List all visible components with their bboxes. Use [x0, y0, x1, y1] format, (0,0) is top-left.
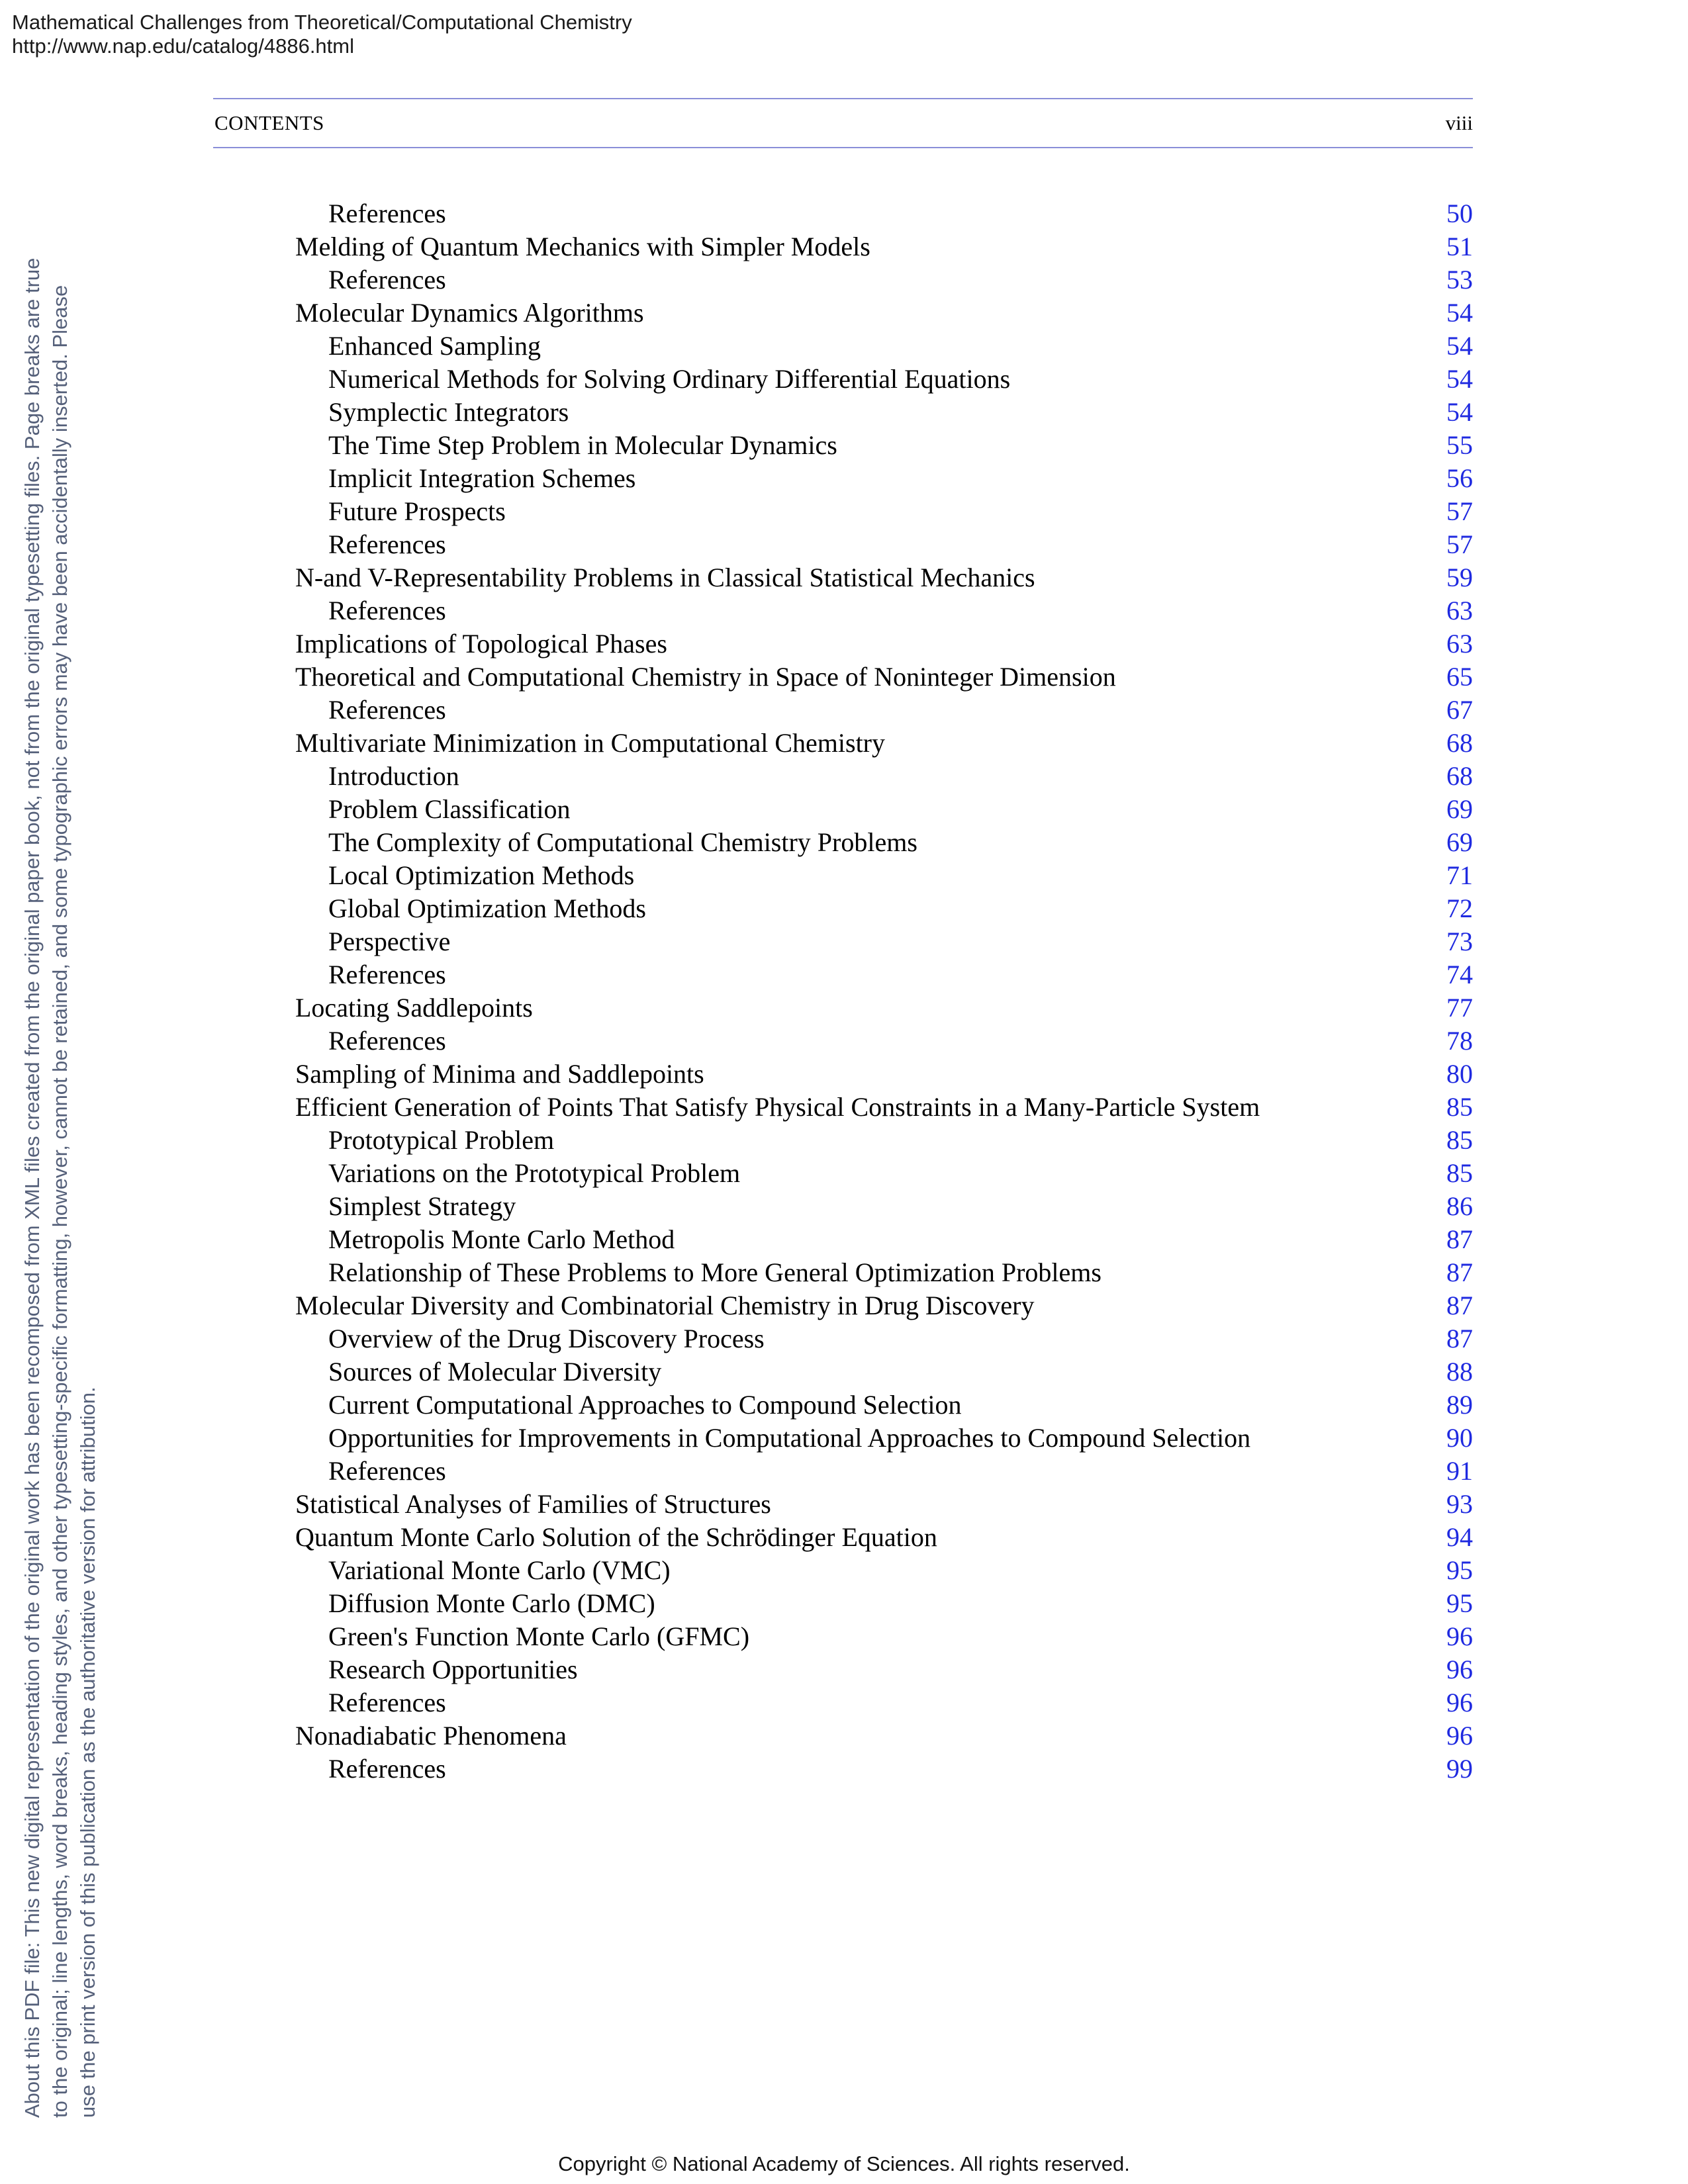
- toc-entry-title: Introduction: [328, 761, 459, 791]
- toc-page-link[interactable]: 54: [1446, 364, 1473, 394]
- toc-entry-title: Symplectic Integrators: [328, 397, 569, 427]
- toc-entry-title: Variational Monte Carlo (VMC): [328, 1555, 671, 1585]
- toc-entry-title: Sources of Molecular Diversity: [328, 1357, 662, 1387]
- toc-entry-title: Problem Classification: [328, 794, 571, 824]
- toc-subentry[interactable]: [295, 495, 1473, 528]
- toc-subentry[interactable]: [295, 396, 1473, 429]
- toc-entry-title: Melding of Quantum Mechanics with Simpler Models: [295, 232, 870, 261]
- toc-page-link[interactable]: 55: [1446, 430, 1473, 460]
- running-head-title: CONTENTS: [214, 111, 324, 134]
- toc-entry-title: Local Optimization Methods: [328, 860, 635, 890]
- toc-subentry[interactable]: [295, 859, 1473, 892]
- running-head-bottom-rule: [213, 147, 1473, 148]
- toc-page-link[interactable]: 69: [1446, 794, 1473, 824]
- toc-subentry[interactable]: [295, 1223, 1473, 1256]
- toc-page-link[interactable]: 86: [1446, 1191, 1473, 1221]
- toc-page-link[interactable]: 73: [1446, 927, 1473, 956]
- toc-entry[interactable]: [295, 1289, 1473, 1322]
- toc-subentry[interactable]: [295, 1455, 1473, 1488]
- toc-page-link[interactable]: 54: [1446, 397, 1473, 427]
- toc-entry-title: Statistical Analyses of Families of Structures: [295, 1489, 771, 1519]
- toc-page-link[interactable]: 53: [1446, 265, 1473, 295]
- toc-subentry[interactable]: [295, 528, 1473, 561]
- toc-subentry[interactable]: [295, 429, 1473, 462]
- toc-subentry[interactable]: [295, 1190, 1473, 1223]
- toc-entry[interactable]: [295, 991, 1473, 1024]
- toc-page-link[interactable]: 54: [1446, 331, 1473, 361]
- toc-entry[interactable]: [295, 1091, 1473, 1124]
- toc-page-link[interactable]: 95: [1446, 1555, 1473, 1585]
- toc-subentry[interactable]: [295, 1355, 1473, 1388]
- toc-subentry[interactable]: [295, 1554, 1473, 1587]
- toc-subentry[interactable]: [295, 363, 1473, 396]
- toc-page-link[interactable]: 69: [1446, 827, 1473, 857]
- pdf-notice-line: to the original; line lengths, word breaks, heading styles, and other typesetting-specific formatting, however, cannot be retained, and some typographic errors may have been accidentally inserted. Please: [48, 285, 71, 2118]
- toc-entry-title: References: [328, 199, 446, 228]
- toc-entry-title: References: [328, 1688, 446, 1717]
- table-of-contents: [295, 197, 1473, 1786]
- toc-subentry[interactable]: [295, 1124, 1473, 1157]
- toc-page-link[interactable]: 80: [1446, 1059, 1473, 1089]
- toc-entry-title: Overview of the Drug Discovery Process: [328, 1324, 765, 1353]
- toc-entry-title: Opportunities for Improvements in Computational Approaches to Compound Selection: [328, 1423, 1251, 1453]
- toc-entry-title: References: [328, 1026, 446, 1056]
- toc-page-link[interactable]: 57: [1446, 496, 1473, 526]
- toc-entry-title: Perspective: [328, 927, 451, 956]
- toc-page-link[interactable]: 96: [1446, 1721, 1473, 1751]
- toc-page-link[interactable]: 85: [1446, 1092, 1473, 1122]
- toc-page-link[interactable]: 63: [1446, 629, 1473, 659]
- toc-entry-title: Global Optimization Methods: [328, 893, 646, 923]
- toc-page-link[interactable]: 89: [1446, 1390, 1473, 1420]
- toc-page-link[interactable]: 51: [1446, 232, 1473, 261]
- toc-entry-title: Multivariate Minimization in Computational Chemistry: [295, 728, 885, 758]
- toc-page-link[interactable]: 93: [1446, 1489, 1473, 1519]
- pdf-header: [12, 11, 632, 58]
- toc-page-link[interactable]: 72: [1446, 893, 1473, 923]
- toc-page-link[interactable]: 87: [1446, 1291, 1473, 1320]
- toc-entry-title: Variations on the Prototypical Problem: [328, 1158, 741, 1188]
- toc-entry-title: References: [328, 960, 446, 989]
- toc-entry-title: Research Opportunities: [328, 1655, 578, 1684]
- toc-page-link[interactable]: 94: [1446, 1522, 1473, 1552]
- toc-entry-title: N-and V-Representability Problems in Classical Statistical Mechanics: [295, 563, 1035, 592]
- toc-entry-title: Metropolis Monte Carlo Method: [328, 1224, 675, 1254]
- toc-page-link[interactable]: 96: [1446, 1621, 1473, 1651]
- toc-entry-title: Diffusion Monte Carlo (DMC): [328, 1588, 655, 1618]
- toc-entry-title: Green's Function Monte Carlo (GFMC): [328, 1621, 750, 1651]
- toc-subentry[interactable]: [295, 1322, 1473, 1355]
- toc-subentry[interactable]: [295, 1653, 1473, 1686]
- toc-subentry[interactable]: [295, 1686, 1473, 1719]
- toc-page-link[interactable]: 87: [1446, 1324, 1473, 1353]
- toc-entry-title: Prototypical Problem: [328, 1125, 555, 1155]
- toc-subentry[interactable]: [295, 1752, 1473, 1786]
- toc-entry-title: Quantum Monte Carlo Solution of the Schrödinger Equation: [295, 1522, 937, 1552]
- toc-entry-title: Molecular Diversity and Combinatorial Chemistry in Drug Discovery: [295, 1291, 1035, 1320]
- toc-entry-title: Enhanced Sampling: [328, 331, 541, 361]
- running-head-top-rule: [213, 98, 1473, 99]
- toc-page-link[interactable]: 63: [1446, 596, 1473, 625]
- toc-entry[interactable]: [295, 1719, 1473, 1752]
- toc-subentry[interactable]: [295, 462, 1473, 495]
- pdf-notice-line: use the print version of this publication as the authoritative version for attribution.: [76, 1387, 99, 2118]
- toc-page-link[interactable]: 96: [1446, 1655, 1473, 1684]
- book-title: Mathematical Challenges from Theoretical/Computational Chemistry: [12, 11, 632, 34]
- toc-subentry[interactable]: [295, 826, 1473, 859]
- toc-entry[interactable]: [295, 660, 1473, 694]
- toc-entry[interactable]: [295, 230, 1473, 263]
- toc-subentry[interactable]: [295, 330, 1473, 363]
- toc-subentry[interactable]: [295, 1024, 1473, 1058]
- toc-subentry[interactable]: [295, 925, 1473, 958]
- toc-page-link[interactable]: 78: [1446, 1026, 1473, 1056]
- toc-page-link[interactable]: 71: [1446, 860, 1473, 890]
- toc-subentry[interactable]: [295, 1587, 1473, 1620]
- toc-page-link[interactable]: 85: [1446, 1158, 1473, 1188]
- toc-page-link[interactable]: 85: [1446, 1125, 1473, 1155]
- toc-page-link[interactable]: 87: [1446, 1257, 1473, 1287]
- toc-page-link[interactable]: 68: [1446, 728, 1473, 758]
- toc-entry-title: References: [328, 596, 446, 625]
- toc-subentry[interactable]: [295, 958, 1473, 991]
- toc-entry-title: Future Prospects: [328, 496, 506, 526]
- copyright-footer: Copyright © National Academy of Sciences. All rights reserved.: [558, 2152, 1130, 2175]
- toc-entry-title: Numerical Methods for Solving Ordinary Differential Equations: [328, 364, 1011, 394]
- toc-entry-title: Relationship of These Problems to More General Optimization Problems: [328, 1257, 1102, 1287]
- toc-subentry[interactable]: [295, 1157, 1473, 1190]
- toc-entry-title: Simplest Strategy: [328, 1191, 516, 1221]
- toc-entry-title: Implications of Topological Phases: [295, 629, 667, 659]
- pdf-notice-line: About this PDF file: This new digital representation of the original work has been recomposed from XML files created from the original paper book, not from the original typesetting files. Page breaks are true: [21, 257, 44, 2118]
- toc-entry-title: Sampling of Minima and Saddlepoints: [295, 1059, 704, 1089]
- toc-entry-title: References: [328, 529, 446, 559]
- toc-subentry[interactable]: [295, 1388, 1473, 1422]
- running-head-page-number: viii: [1445, 111, 1473, 134]
- toc-page-link[interactable]: 77: [1446, 993, 1473, 1023]
- toc-entry-title: The Complexity of Computational Chemistry Problems: [328, 827, 917, 857]
- toc-page-link[interactable]: 87: [1446, 1224, 1473, 1254]
- toc-page-link[interactable]: 88: [1446, 1357, 1473, 1387]
- toc-page-link[interactable]: 59: [1446, 563, 1473, 592]
- toc-page-link[interactable]: 56: [1446, 463, 1473, 493]
- toc-subentry[interactable]: [295, 1422, 1473, 1455]
- toc-entry[interactable]: [295, 296, 1473, 330]
- toc-entry[interactable]: [295, 1058, 1473, 1091]
- toc-entry-title: Theoretical and Computational Chemistry in Space of Noninteger Dimension: [295, 662, 1116, 692]
- toc-entry-title: Implicit Integration Schemes: [328, 463, 636, 493]
- toc-subentry[interactable]: [295, 263, 1473, 296]
- toc-page-link[interactable]: 50: [1446, 199, 1473, 228]
- toc-subentry[interactable]: [295, 793, 1473, 826]
- toc-entry[interactable]: [295, 561, 1473, 594]
- toc-entry-title: References: [328, 1754, 446, 1784]
- toc-page-link[interactable]: 67: [1446, 695, 1473, 725]
- toc-entry-title: Locating Saddlepoints: [295, 993, 533, 1023]
- toc-page-link[interactable]: 74: [1446, 960, 1473, 989]
- toc-entry[interactable]: [295, 627, 1473, 660]
- toc-subentry[interactable]: [295, 1256, 1473, 1289]
- toc-entry[interactable]: [295, 727, 1473, 760]
- toc-entry-title: Current Computational Approaches to Compound Selection: [328, 1390, 962, 1420]
- toc-subentry[interactable]: [295, 1620, 1473, 1653]
- toc-subentry[interactable]: [295, 694, 1473, 727]
- toc-entry-title: The Time Step Problem in Molecular Dynamics: [328, 430, 837, 460]
- toc-page-link[interactable]: 54: [1446, 298, 1473, 328]
- toc-page-link[interactable]: 57: [1446, 529, 1473, 559]
- toc-page-link[interactable]: 95: [1446, 1588, 1473, 1618]
- running-head: [213, 110, 1473, 136]
- toc-entry-title: References: [328, 1456, 446, 1486]
- toc-page-link[interactable]: 96: [1446, 1688, 1473, 1717]
- catalog-url[interactable]: http://www.nap.edu/catalog/4886.html: [12, 34, 354, 58]
- toc-entry[interactable]: [295, 1488, 1473, 1521]
- toc-page-link[interactable]: 65: [1446, 662, 1473, 692]
- toc-page-link[interactable]: 91: [1446, 1456, 1473, 1486]
- toc-entry-title: Efficient Generation of Points That Satisfy Physical Constraints in a Many-Particle System: [295, 1092, 1260, 1122]
- toc-entry-title: Molecular Dynamics Algorithms: [295, 298, 644, 328]
- toc-page-link[interactable]: 90: [1446, 1423, 1473, 1453]
- toc-subentry[interactable]: [295, 892, 1473, 925]
- toc-entry-title: References: [328, 265, 446, 295]
- toc-entry-title: Nonadiabatic Phenomena: [295, 1721, 567, 1751]
- toc-page-link[interactable]: 68: [1446, 761, 1473, 791]
- toc-subentry[interactable]: [295, 594, 1473, 627]
- toc-subentry[interactable]: [295, 197, 1473, 230]
- pdf-notice-sidebar: [19, 46, 102, 2118]
- toc-entry[interactable]: [295, 1521, 1473, 1554]
- toc-page-link[interactable]: 99: [1446, 1754, 1473, 1784]
- toc-subentry[interactable]: [295, 760, 1473, 793]
- toc-entry-title: References: [328, 695, 446, 725]
